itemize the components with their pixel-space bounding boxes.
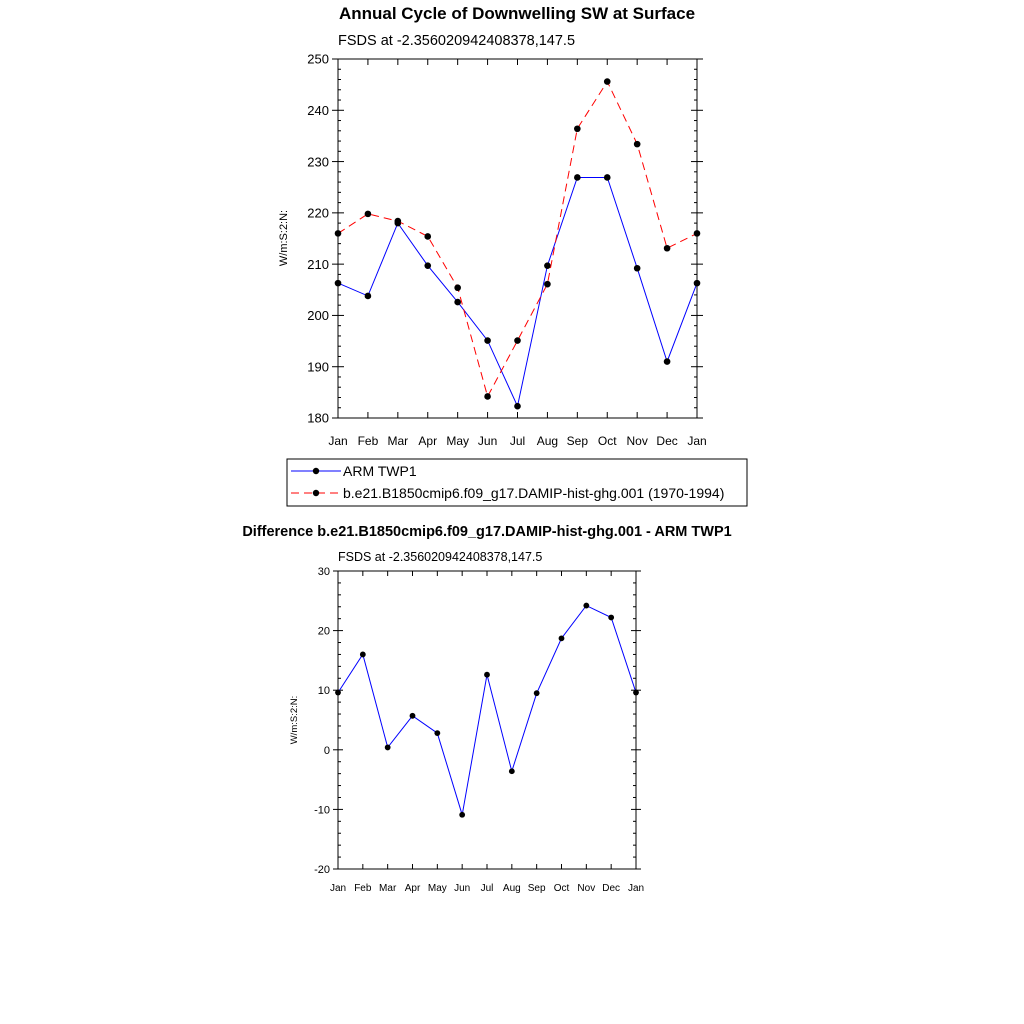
bottom-series-0-point — [459, 812, 465, 818]
bottom-series-0-point — [534, 690, 540, 696]
top-series-1-point — [604, 78, 611, 85]
bottom-series-0-point — [608, 615, 614, 621]
top-series-0-point — [484, 337, 491, 344]
top-series-1-point — [694, 230, 701, 237]
bottom-ytick-label: 20 — [317, 625, 330, 638]
top-ytick-label: 190 — [307, 359, 329, 375]
top-series-1-point — [454, 284, 461, 291]
top-series-0-point — [365, 293, 372, 300]
top-xtick-label: May — [446, 434, 470, 448]
top-chart-legend — [287, 459, 747, 506]
bottom-xtick-label: Oct — [553, 883, 570, 894]
top-series-0-point — [335, 280, 342, 287]
top-ytick-label: 250 — [307, 51, 329, 67]
bottom-series-0-point — [484, 672, 490, 678]
legend-marker-arm — [313, 468, 319, 474]
top-xtick-label: Apr — [418, 434, 438, 448]
top-series-0-point — [454, 299, 461, 306]
top-plot-area — [307, 52, 706, 448]
bottom-plot-area — [314, 566, 644, 894]
top-series-0-point — [604, 174, 611, 181]
top-chart-title: Annual Cycle of Downwelling SW at Surface — [338, 4, 696, 23]
top-series-1-point — [574, 125, 581, 132]
bottom-series-0-point — [360, 652, 366, 658]
top-series-1-point — [484, 393, 491, 400]
top-series-1-point — [514, 337, 521, 344]
bottom-chart-title: Difference b.e21.B1850cmip6.f09_g17.DAMIP-hist-ghg.001 - ARM TWP1 — [242, 524, 732, 540]
bottom-series-line-0 — [338, 606, 636, 815]
legend-label-arm: ARM TWP1 — [343, 463, 417, 479]
bottom-ytick-label: -10 — [314, 804, 330, 817]
top-xtick-label: Aug — [536, 434, 559, 448]
top-ytick-label: 220 — [307, 205, 329, 221]
top-ytick-label: 230 — [307, 154, 329, 170]
top-xtick-label: Jan — [328, 434, 348, 448]
bottom-ytick-label: 0 — [323, 744, 330, 757]
bottom-ytick-label: 10 — [317, 685, 330, 698]
bottom-series-0-point — [633, 690, 639, 696]
top-xtick-label: Jan — [687, 434, 707, 448]
bottom-series-0-point — [410, 713, 416, 719]
bottom-xtick-label: Sep — [527, 883, 546, 894]
bottom-xtick-label: Jan — [329, 883, 347, 894]
bottom-xtick-label: May — [427, 883, 447, 894]
top-series-line-1 — [338, 82, 697, 397]
top-series-line-0 — [338, 178, 697, 407]
top-series-1-point — [395, 218, 402, 225]
bottom-series-0-point — [385, 745, 391, 751]
top-xtick-label: Dec — [656, 434, 678, 448]
top-ytick-label: 210 — [307, 256, 329, 272]
top-chart-subtitle: FSDS at -2.356020942408378,147.5 — [338, 33, 576, 49]
top-xtick-label: Nov — [626, 434, 648, 448]
top-xtick-label: Jun — [477, 434, 498, 448]
bottom-series-0-point — [509, 768, 515, 774]
bottom-series-0-point — [434, 730, 440, 736]
bottom-chart-subtitle: FSDS at -2.356020942408378,147.5 — [338, 550, 543, 564]
bottom-series-0-point — [559, 635, 565, 641]
top-series-0-point — [424, 262, 431, 269]
bottom-ytick-label: 30 — [317, 565, 330, 578]
top-series-0-point — [664, 358, 671, 365]
bottom-chart-ylabel: W/m:S:2:N: — [289, 695, 300, 745]
top-xtick-label: Jul — [509, 434, 526, 448]
bottom-xtick-label: Nov — [577, 883, 596, 894]
bottom-xtick-label: Jul — [480, 883, 494, 894]
top-series-1-point — [335, 230, 342, 237]
bottom-xtick-label: Mar — [379, 883, 397, 894]
top-ytick-label: 180 — [307, 410, 329, 426]
top-series-1-point — [365, 211, 372, 218]
top-series-1-point — [544, 281, 551, 288]
top-series-0-point — [574, 174, 581, 181]
top-series-1-point — [424, 233, 431, 240]
top-series-0-point — [514, 403, 521, 410]
top-xtick-label: Mar — [387, 434, 409, 448]
top-xtick-label: Oct — [597, 434, 617, 448]
top-xtick-label: Sep — [566, 434, 589, 448]
bottom-xtick-label: Jan — [627, 883, 645, 894]
bottom-xtick-label: Apr — [404, 883, 421, 894]
bottom-series-0-point — [335, 690, 341, 696]
top-series-0-point — [634, 265, 641, 272]
top-series-1-point — [634, 141, 641, 148]
bottom-xtick-label: Aug — [502, 883, 521, 894]
top-xtick-label: Feb — [357, 434, 379, 448]
legend-label-model: b.e21.B1850cmip6.f09_g17.DAMIP-hist-ghg.001 (1970-1994) — [343, 485, 725, 501]
top-ytick-label: 200 — [307, 308, 329, 324]
top-series-0-point — [694, 280, 701, 287]
bottom-xtick-label: Dec — [602, 883, 621, 894]
top-chart-ylabel: W/m:S:2:N: — [278, 209, 290, 267]
top-ytick-label: 240 — [307, 102, 329, 118]
legend-marker-model — [313, 490, 319, 496]
bottom-xtick-label: Jun — [454, 883, 471, 894]
top-series-0-point — [544, 262, 551, 269]
bottom-plot-frame — [338, 571, 636, 869]
top-series-1-point — [664, 245, 671, 252]
bottom-series-0-point — [583, 603, 589, 609]
bottom-xtick-label: Feb — [354, 883, 372, 894]
bottom-ytick-label: -20 — [314, 863, 330, 876]
